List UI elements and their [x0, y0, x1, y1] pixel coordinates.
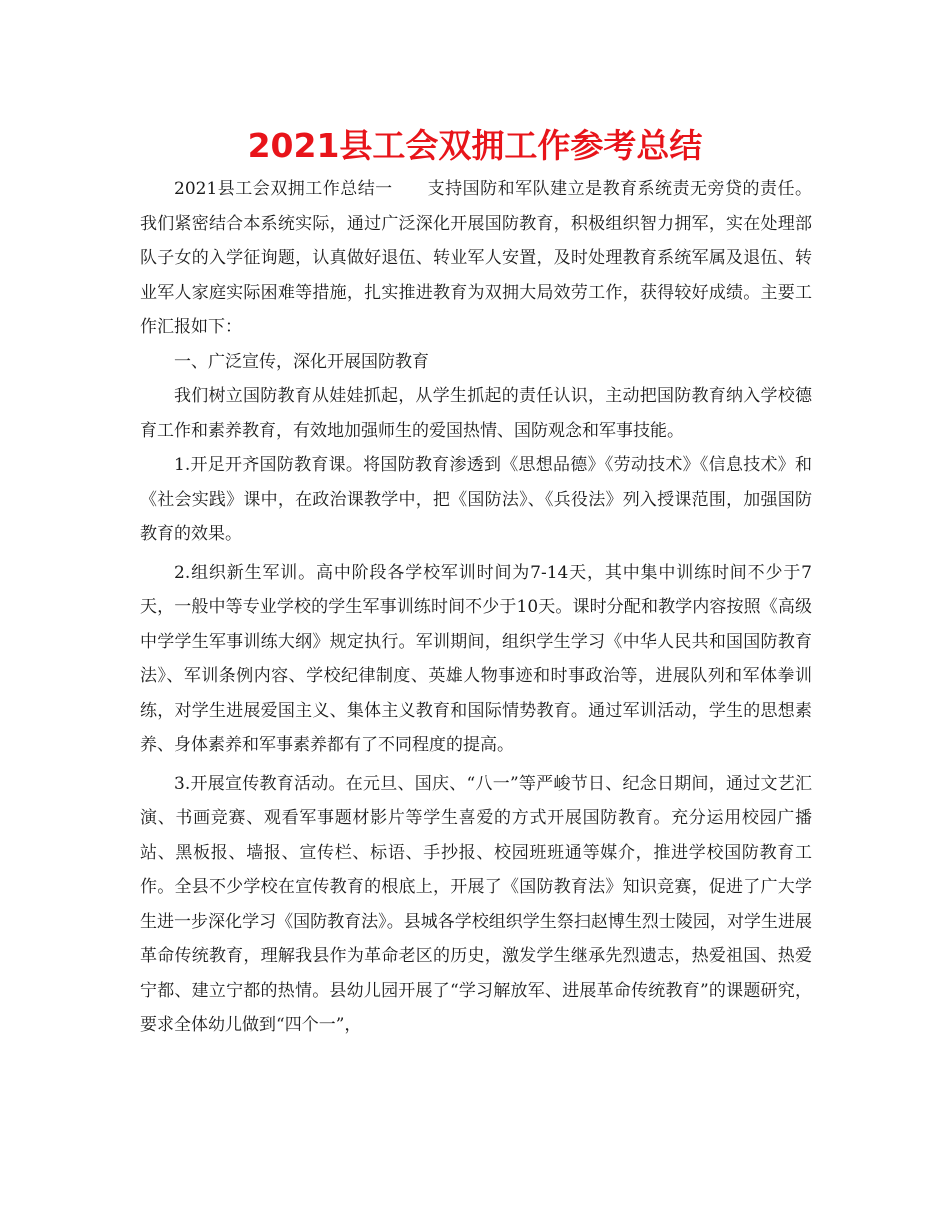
paragraph-item-3: 3.开展宣传教育活动。在元旦、国庆、“八一”等严峻节日、纪念日期间，通过文艺汇演、书画竞赛、观看军事题材影片等学生喜爱的方式开展国防教育。充分运用校园广播站、黑板报、墙报、宣传栏、标语、手抄报、校园班班通等媒介，推进学校国防教育工作。全县不少学校在宣传教育的根底上，开展了《国防教育法》知识竞赛，促进了广大学生进一步深化学习《国防教育法》。县城各学校组织学生祭扫赵博生烈士陵园，对学生进展革命传统教育，理解我县作为革命老区的历史，激发学生继承先烈遗志，热爱祖国、热爱宁都、建立宁都的热情。县幼儿园开展了“学习解放军、进展革命传统教育”的课题研究，要求全体幼儿做到“四个一”，: [140, 773, 812, 1035]
paragraph-intro: 2021县工会双拥工作总结一 支持国防和军队建立是教育系统责无旁贷的责任。我们紧密结合本系统实际，通过广泛深化开展国防教育，积极组织智力拥军，实在处理部队子女的入学征询题，认真做好退伍、转业军人安置，及时处理教育系统军属及退伍、转业军人家庭实际困难等措施，扎实推进教育为双拥大局效劳工作，获得较好成绩。主要工作汇报如下：: [140, 179, 812, 337]
document-body: [140, 172, 812, 1043]
paragraph-item-2: 2.组织新生军训。高中阶段各学校军训时间为7-14天，其中集中训练时间不少于7天，一般中等专业学校的学生军事训练时间不少于10天。课时分配和教学内容按照《高级中学学生军事训练大纲》规定执行。军训期间，组织学生学习《中华人民共和国国防教育法》、军训条例内容、学校纪律制度、英雄人物事迹和时事政治等，进展队列和军体拳训练，对学生进展爱国主义、集体主义教育和国际情势教育。通过军训活动，学生的思想素养、身体素养和军事素养都有了不同程度的提高。: [140, 562, 812, 755]
paragraph-item-1: 1.开足开齐国防教育课。将国防教育渗透到《思想品德》《劳动技术》《信息技术》和《社会实践》课中，在政治课教学中，把《国防法》、《兵役法》列入授课范围，加强国防教育的效果。: [140, 455, 812, 544]
section-heading: 一、广泛宣传，深化开展国防教育: [174, 351, 429, 372]
document-title: 2021县工会双拥工作参考总结: [247, 126, 703, 165]
paragraph-education-responsibility: 我们树立国防教育从娃娃抓起，从学生抓起的责任认识，主动把国防教育纳入学校德育工作和素养教育，有效地加强师生的爱国热情、国防观念和军事技能。: [140, 386, 812, 441]
